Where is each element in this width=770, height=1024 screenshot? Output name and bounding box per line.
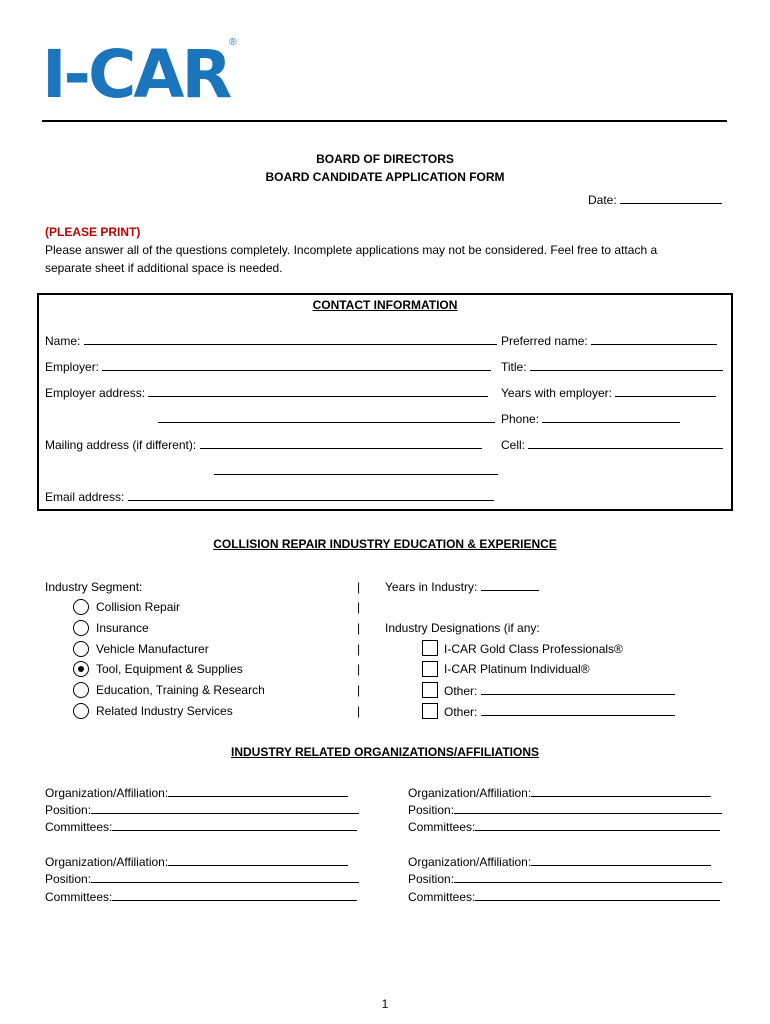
date-field[interactable]	[588, 193, 722, 207]
experience-section-title: COLLISION REPAIR INDUSTRY EDUCATION & EXPERIENCE	[213, 537, 557, 551]
position-field-1[interactable]	[45, 803, 359, 817]
column-separator: |	[357, 600, 361, 614]
industry-segment-label: Industry Segment:	[45, 580, 143, 594]
title-field[interactable]	[501, 360, 723, 374]
other-label-2: Other:	[444, 705, 478, 719]
organization-field-3[interactable]	[45, 855, 348, 869]
organization-line	[531, 786, 711, 797]
cell-line	[528, 438, 723, 449]
email-line	[128, 490, 494, 501]
mailing-address-field[interactable]	[45, 438, 482, 452]
position-field-4[interactable]	[408, 872, 722, 886]
employer-label: Employer:	[45, 360, 100, 374]
committees-line	[475, 890, 720, 901]
radio-education-training-research[interactable]	[73, 682, 89, 698]
organization-field-4[interactable]	[408, 855, 711, 869]
name-line	[84, 334, 497, 345]
position-label: Position:	[408, 872, 455, 886]
radio-insurance[interactable]	[73, 620, 89, 636]
years-in-industry-label: Years in Industry:	[385, 580, 478, 594]
position-label: Position:	[45, 803, 92, 817]
employer-address-label: Employer address:	[45, 386, 146, 400]
column-separator: |	[357, 662, 361, 676]
years-with-employer-label: Years with employer:	[501, 386, 612, 400]
years-in-industry-field[interactable]	[385, 580, 539, 594]
organization-label: Organization/Affiliation:	[408, 855, 532, 869]
name-field[interactable]	[45, 334, 497, 348]
committees-label: Committees:	[408, 820, 476, 834]
preferred-name-field[interactable]	[501, 334, 717, 348]
cell-field[interactable]	[501, 438, 723, 452]
title-line	[530, 360, 723, 371]
employer-address-field[interactable]	[45, 386, 488, 400]
contact-information-box	[37, 293, 733, 511]
segment-label-tool-equipment-supplies: Tool, Equipment & Supplies	[96, 662, 243, 676]
name-label: Name:	[45, 334, 81, 348]
intro-text-line2: separate sheet if additional space is needed.	[45, 261, 283, 275]
years-with-employer-field[interactable]	[501, 386, 716, 400]
committees-line	[112, 890, 357, 901]
committees-label: Committees:	[45, 890, 113, 904]
form-title-line1: BOARD OF DIRECTORS	[316, 152, 454, 166]
organization-line	[531, 855, 711, 866]
committees-line	[475, 820, 720, 831]
committees-field-1[interactable]	[45, 820, 357, 834]
position-line	[454, 872, 722, 883]
position-label: Position:	[45, 872, 92, 886]
employer-address-line2[interactable]	[158, 412, 495, 426]
cell-label: Cell:	[501, 438, 526, 452]
phone-line	[542, 412, 680, 423]
committees-label: Committees:	[408, 890, 476, 904]
radio-collision-repair[interactable]	[73, 599, 89, 615]
employer-field[interactable]	[45, 360, 491, 374]
preferred-name-label: Preferred name:	[501, 334, 588, 348]
employer-address-line	[148, 386, 488, 397]
segment-label-insurance: Insurance	[96, 621, 149, 635]
radio-related-industry-services[interactable]	[73, 703, 89, 719]
position-field-2[interactable]	[408, 803, 722, 817]
position-line	[91, 803, 359, 814]
employer-line	[102, 360, 491, 371]
mailing-address-line2[interactable]	[214, 464, 498, 478]
designation-label-platinum-individual: I-CAR Platinum Individual®	[444, 662, 590, 676]
committees-line	[112, 820, 357, 831]
mailing-address-label: Mailing address (if different):	[45, 438, 197, 452]
column-separator: |	[357, 704, 361, 718]
radio-vehicle-manufacturer[interactable]	[73, 641, 89, 657]
phone-label: Phone:	[501, 412, 540, 426]
segment-label-collision-repair: Collision Repair	[96, 600, 181, 614]
other-field-2[interactable]	[444, 705, 675, 719]
committees-field-3[interactable]	[45, 890, 357, 904]
email-field[interactable]	[45, 490, 494, 504]
checkbox-other-2[interactable]	[422, 703, 438, 719]
contact-section-title: CONTACT INFORMATION	[312, 298, 458, 312]
years-in-industry-line	[481, 580, 539, 591]
icar-logo	[42, 36, 237, 113]
column-separator: |	[357, 642, 361, 656]
organization-line	[168, 855, 348, 866]
organization-field-1[interactable]	[45, 786, 348, 800]
mailing-address-line	[200, 438, 482, 449]
segment-label-related-industry-services: Related Industry Services	[96, 704, 233, 718]
segment-label-education-training-research: Education, Training & Research	[96, 683, 265, 697]
position-label: Position:	[408, 803, 455, 817]
position-line	[91, 872, 359, 883]
years-with-employer-line	[615, 386, 716, 397]
other-line-1	[481, 684, 675, 695]
logo-registered-mark: ®	[229, 37, 237, 48]
radio-tool-equipment-supplies[interactable]	[73, 661, 89, 677]
please-print: (PLEASE PRINT)	[45, 225, 141, 239]
form-title-line2: BOARD CANDIDATE APPLICATION FORM	[265, 170, 505, 184]
organization-field-2[interactable]	[408, 786, 711, 800]
organization-line	[168, 786, 348, 797]
organization-label: Organization/Affiliation:	[408, 786, 532, 800]
mailing-address-line-2	[214, 464, 498, 475]
committees-field-4[interactable]	[408, 890, 720, 904]
industry-designations-label: Industry Designations (if any:	[385, 621, 540, 635]
position-line	[454, 803, 722, 814]
title-label: Title:	[501, 360, 527, 374]
column-separator: |	[357, 621, 361, 635]
checkbox-platinum-individual[interactable]	[422, 661, 438, 677]
logo-text: I-CAR	[42, 36, 230, 113]
committees-field-2[interactable]	[408, 820, 720, 834]
affiliations-section-title: INDUSTRY RELATED ORGANIZATIONS/AFFILIATIONS	[231, 745, 539, 759]
column-separator: |	[357, 683, 361, 697]
column-separator: |	[357, 580, 361, 594]
checkbox-gold-class[interactable]	[422, 640, 438, 656]
organization-label: Organization/Affiliation:	[45, 786, 169, 800]
other-field-1[interactable]	[444, 684, 675, 698]
employer-address-line-2	[158, 412, 495, 423]
preferred-name-line	[591, 334, 717, 345]
checkbox-other-1[interactable]	[422, 682, 438, 698]
organization-label: Organization/Affiliation:	[45, 855, 169, 869]
email-label: Email address:	[45, 490, 125, 504]
segment-label-vehicle-manufacturer: Vehicle Manufacturer	[96, 642, 209, 656]
committees-label: Committees:	[45, 820, 113, 834]
page-number: 1	[381, 997, 389, 1011]
phone-field[interactable]	[501, 412, 680, 426]
position-field-3[interactable]	[45, 872, 359, 886]
other-line-2	[481, 705, 675, 716]
intro-text-line1: Please answer all of the questions completely. Incomplete applications may not be considered. Feel free to attach a	[45, 243, 658, 257]
date-line	[620, 193, 722, 204]
other-label-1: Other:	[444, 684, 478, 698]
designation-label-gold-class: I-CAR Gold Class Professionals®	[444, 642, 623, 656]
date-label: Date:	[588, 193, 617, 207]
header-divider	[42, 120, 727, 122]
